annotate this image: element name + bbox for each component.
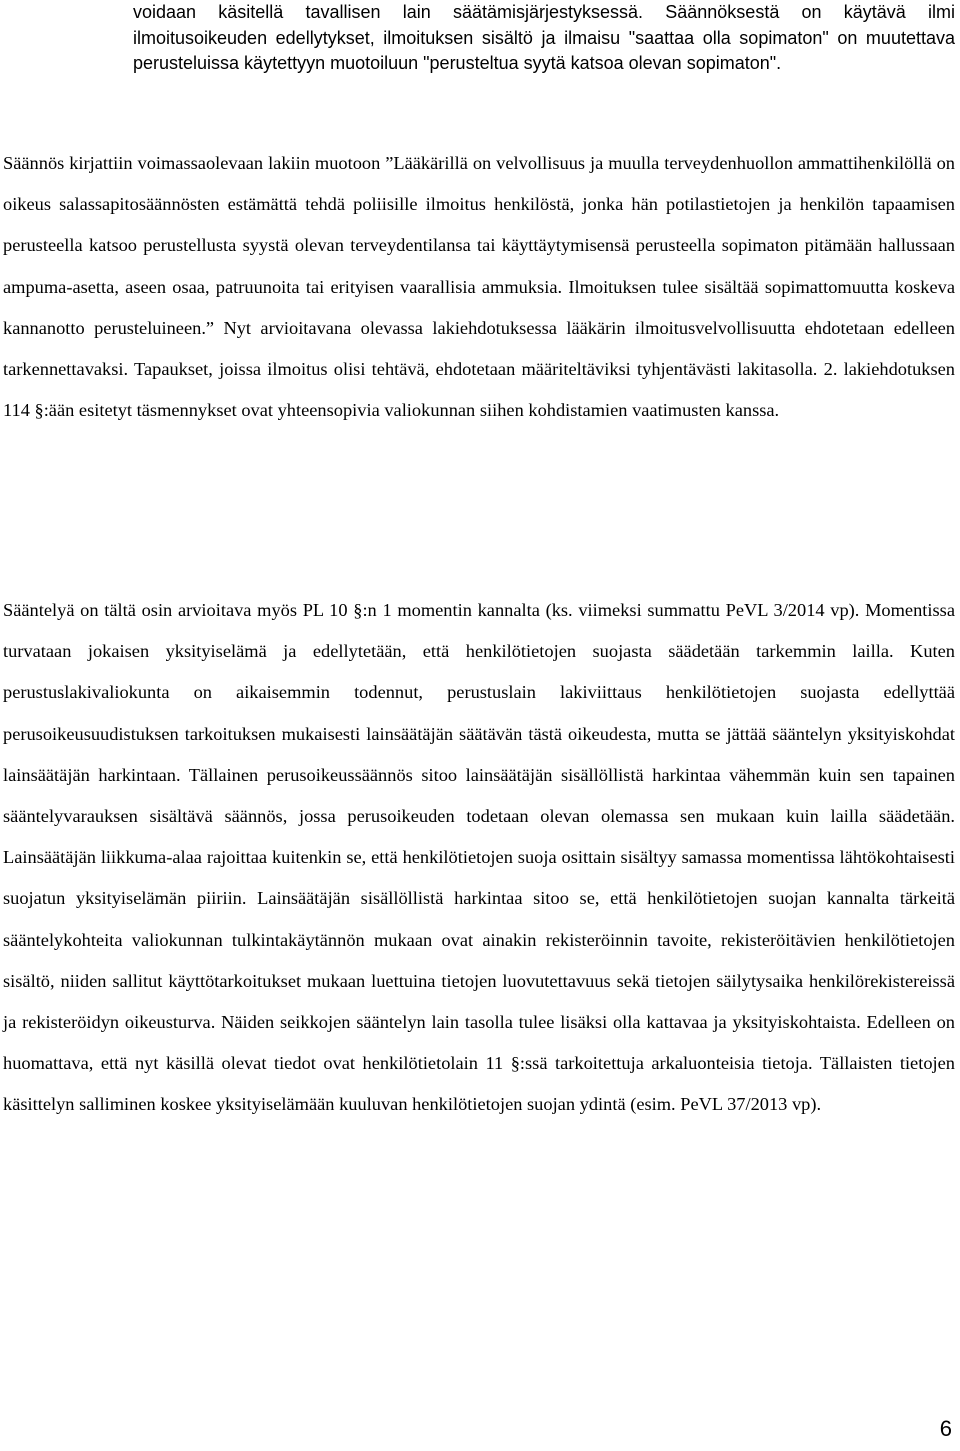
quoted-statement-block: voidaan käsitellä tavallisen lain säätämisjärjestyksessä. Säännöksestä on käytävä ilmi ilmoitusoikeuden edellytykset, ilmoituksen sisältö ja ilmaisu "saattaa olla sopimaton" on muutettava perusteluissa käytettyyn muotoiluun "perusteltua syytä katsoa olevan sopimaton". bbox=[133, 2, 955, 73]
paragraph-privacy-regulation: Sääntelyä on tältä osin arvioitava myös PL 10 §:n 1 momentin kannalta (ks. viimeksi summattu PeVL 3/2014 vp). Momentissa turvataan jokaisen yksityiselämä ja edellytetään, että henkilötietojen suojasta säädetään tarkemmin lailla. Kuten perustuslakivaliokunta on aikaisemmin todennut, perustuslain lakiviittaus henkilötietojen suojasta edellyttää perusoikeusuudistuksen tarkoituksen mukaisesti lainsäätäjän säätävän tästä oikeudesta, mutta se jättää sääntelyn yksityiskohdat lainsäätäjän harkintaan. Tällainen perusoikeussäännös sitoo lainsäätäjän sisällöllistä harkintaa vähemmän kuin sen tapainen sääntelyvarauksen sisältävä säännös, jossa perusoikeuden todetaan olevan olemassa sen mukaan kuin lailla säädetään. Lainsäätäjän liikkuma-alaa rajoittaa kuitenkin se, että henkilötietojen suoja osittain sisältyy samassa momentissa lähtökohtaisesti suojatun yksityiselämän piiriin. Lainsäätäjän sisällöllistä harkintaa sitoo se, että henkilötietojen suojan kannalta tärkeitä sääntelykohteita valiokunnan tulkintakäytännön mukaan ovat ainakin rekisteröinnin tavoite, rekisteröitävien henkilötietojen sisältö, niiden sallitut käyttötarkoitukset mukaan luettuina tietojen luovutettavuus sekä tietojen säilytysaika henkilörekistereissä ja rekisteröidyn oikeusturva. Näiden seikkojen sääntelyn lain tasolla tulee lisäksi olla kattavaa ja yksityiskohtaista. Edelleen on huomattava, että nyt käsillä olevat tiedot ovat henkilötietolain 11 §:ssä tarkoitettuja arkaluonteisia tietoja. Tällaisten tietojen käsittelyn salliminen koskee yksityiselämään kuuluvan henkilötietojen suojan ydintä (esim. PeVL 37/2013 vp). bbox=[3, 600, 955, 1115]
paragraph-current-law: Säännös kirjattiin voimassaolevaan lakiin muotoon ”Lääkärillä on velvollisuus ja muulla terveydenhuollon ammattihenkilöllä on oikeus salassapitosäännösten estämättä tehdä poliisille ilmoitus henkilöstä, jonka hän potilastietojen ja henkilön tapaamisen perusteella katsoo perustellusta syystä olevan terveydentilansa tai käyttäytymisensä perusteella sopimaton pitämään hallussaan ampuma-asetta, aseen osaa, patruunoita tai erityisen vaarallisia ammuksia. Ilmoituksen tulee sisältää sopimattomuutta koskeva kannanotto perusteluineen.” Nyt arvioitavana olevassa lakiehdotuksessa lääkärin ilmoitusvelvollisuutta ehdotetaan edelleen tarkennettavaksi. Tapaukset, joissa ilmoitus olisi tehtävä, ehdotetaan määriteltäviksi tyhjentävästi lakitasolla. 2. lakiehdotuksen 114 §:ään esitetyt täsmennykset ovat yhteensopivia valiokunnan siihen kohdistamien vaatimusten kanssa. bbox=[3, 153, 955, 421]
page-number: 6 bbox=[939, 1416, 952, 1441]
